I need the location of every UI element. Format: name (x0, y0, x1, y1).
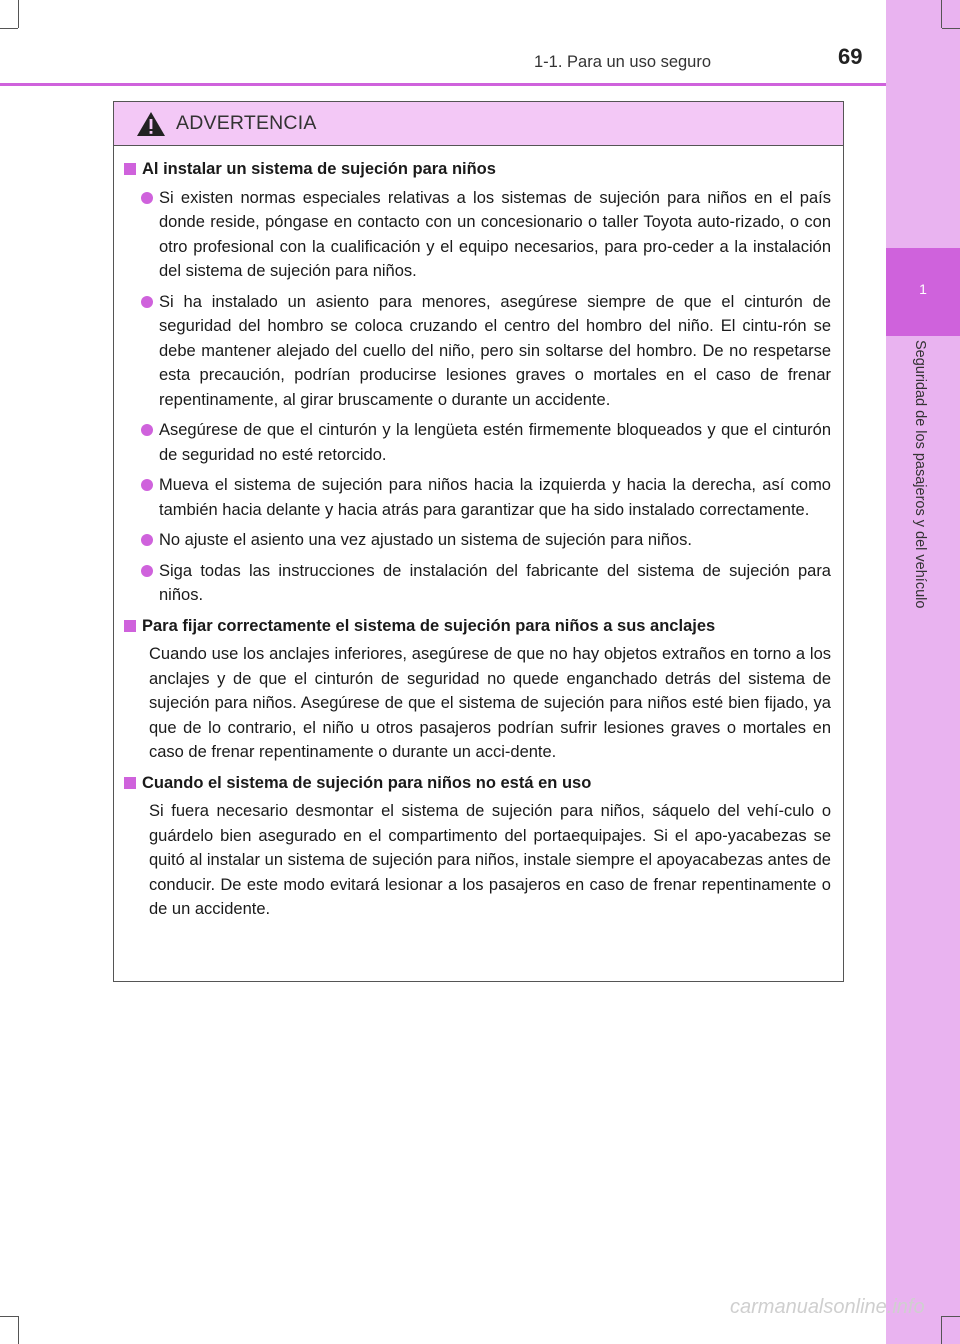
section-title: 1-1. Para un uso seguro (534, 53, 712, 71)
list-item (124, 418, 831, 467)
page-header (0, 0, 886, 84)
list-item-text: No ajuste el asiento una vez ajustado un sistema de sujeción para niños. (159, 531, 692, 549)
crop-mark (942, 28, 960, 29)
chapter-title: Seguridad de los pasajeros y del vehículo (912, 340, 928, 609)
crop-mark (942, 1316, 960, 1317)
list-item-text: Asegúrese de que el cinturón y la lengüeta estén firmemente bloqueados y que el cinturón de seguridad no esté retorcido. (159, 421, 831, 464)
crop-mark (18, 1316, 19, 1344)
warning-triangle-icon (136, 111, 166, 137)
warning-header (114, 102, 843, 146)
square-bullet-icon (124, 620, 136, 632)
header-rule (0, 83, 886, 86)
list-item-text: Siga todas las instrucciones de instalación del fabricante del sistema de sujeción para niños. (159, 561, 831, 604)
list-item-text: Si ha instalado un asiento para menores, asegúrese siempre de que el cinturón de seguridad del hombro se coloca cruzando el centro del hombro del niño. El cintu-rón se debe mantener alejado del cuello del niño, pero sin soltarse del hombro. De no respetarse esta precaución, podrían producirse lesiones graves o mortales en el caso de frenar repentinamente, al girar bruscamente o durante un accidente. (159, 292, 831, 409)
list-item (124, 559, 831, 608)
list-item (124, 290, 831, 413)
list-item (124, 528, 831, 553)
crop-mark (941, 1316, 942, 1344)
list-item (124, 473, 831, 522)
warning-box (113, 101, 844, 982)
circle-bullet-icon (141, 192, 153, 204)
chapter-tab (886, 248, 960, 336)
circle-bullet-icon (141, 565, 153, 577)
circle-bullet-icon (141, 479, 153, 491)
section-heading-text: Para fijar correctamente el sistema de sujeción para niños a sus anclajes (142, 616, 716, 635)
section-heading (124, 771, 831, 796)
page-number: 69 (838, 44, 863, 69)
section-heading (124, 614, 831, 639)
section-paragraph: Cuando use los anclajes inferiores, asegúrese de que no hay objetos extraños en torno a los anclajes y de que el cinturón de seguridad no quede enganchado detrás del sistema de sujeción para niños. Asegúrese de que el sistema de sujeción para niños esté bien fijado, ya que de lo contrario, el niño u otros pasajeros podrían sufrir lesiones graves o mortales en caso de frenar repentinamente o durante un acci-dente. (149, 645, 831, 761)
section-heading-text: Cuando el sistema de sujeción para niños no está en uso (142, 773, 592, 792)
crop-mark (941, 0, 942, 28)
warning-title: ADVERTENCIA (176, 112, 317, 134)
watermark: carmanualsonline.info (730, 1296, 925, 1318)
crop-mark (18, 0, 19, 28)
list-item-text: Mueva el sistema de sujeción para niños hacia la izquierda y hacia la derecha, así como también hacia delante y hacia atrás para garantizar que ha sido instalado correctamente. (159, 476, 831, 519)
circle-bullet-icon (141, 424, 153, 436)
section-heading-text: Al instalar un sistema de sujeción para niños (142, 160, 496, 178)
list-item (124, 186, 831, 284)
section-heading (124, 157, 831, 182)
square-bullet-icon (124, 777, 136, 789)
chapter-number: 1 (919, 281, 927, 297)
warning-body (114, 146, 843, 922)
circle-bullet-icon (141, 534, 153, 546)
section-paragraph: Si fuera necesario desmontar el sistema de sujeción para niños, sáquelo del vehí-culo o guárdelo bien asegurado en el compartimento del portaequipajes. Si el apo-yacabezas se quitó al instalar un sistema de sujeción para niños, instale siempre el apoyacabezas antes de conducir. De este modo evitará lesionar a los pasajeros en caso de frenar repentinamente o de un accidente. (149, 802, 831, 918)
circle-bullet-icon (141, 296, 153, 308)
square-bullet-icon (124, 163, 136, 175)
crop-mark (0, 1316, 18, 1317)
list-item-text: Si existen normas especiales relativas a los sistemas de sujeción para niños en el país donde reside, póngase en contacto con un concesionario o taller Toyota auto-rizado, o con otro profesional con la cualificación y el equipo necesarios, para pro-ceder a la instalación del sistema de sujeción para niños. (159, 188, 831, 280)
crop-mark (0, 28, 18, 29)
